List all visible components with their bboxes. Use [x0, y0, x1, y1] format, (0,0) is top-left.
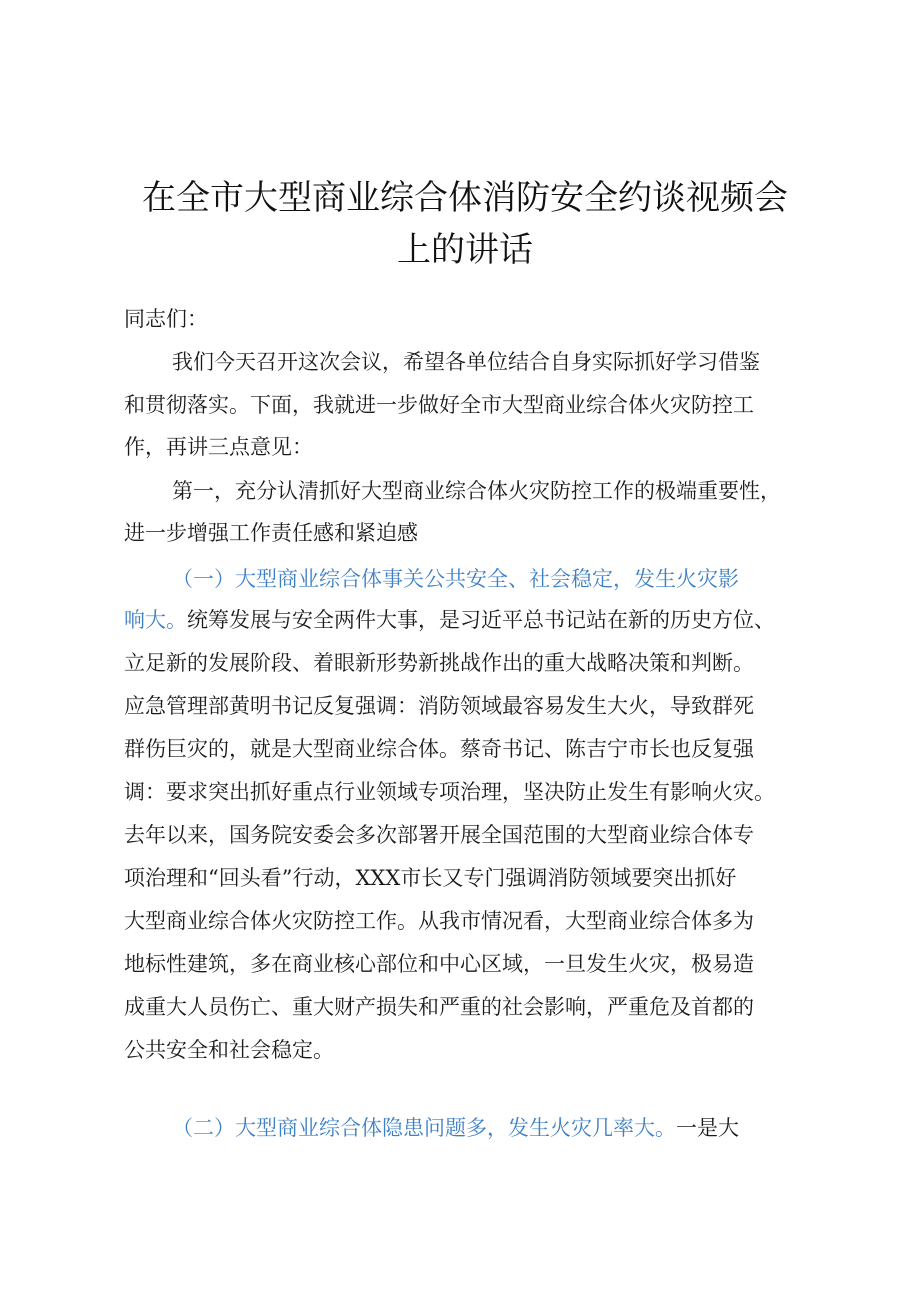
- salutation: 同志们：: [124, 307, 208, 331]
- section-1-line-2: 立足新的发展阶段、着眼新形势新挑战作出的重大战略决策和判断。: [124, 651, 754, 675]
- section-1-line-6: 去年以来，国务院安委会多次部署开展全国范围的大型商业综合体专: [124, 823, 754, 847]
- section-1-heading: （一）大型商业综合体事关公共安全、社会稳定，发生火灾影: [172, 567, 739, 591]
- section-1-line-11: 公共安全和社会稳定。: [124, 1038, 334, 1062]
- document-title-line-1: 在全市大型商业综合体消防安全约谈视频会: [142, 178, 788, 218]
- section-2-heading: （二）大型商业综合体隐患问题多，发生火灾几率大。: [172, 1116, 676, 1140]
- intro-line-1: 我们今天召开这次会议，希望各单位结合自身实际抓好学习借鉴: [172, 350, 760, 374]
- intro-line-2: 和贯彻落实。下面，我就进一步做好全市大型商业综合体火灾防控工: [124, 393, 754, 417]
- section-2-line-1: [172, 1113, 872, 1143]
- first-point-line-2: 进一步增强工作责任感和紧迫感: [124, 521, 418, 545]
- section-1-line-9: 地标性建筑，多在商业核心部位和中心区域，一旦发生火灾，极易造: [124, 952, 754, 976]
- section-1-heading-end: 响大。: [124, 608, 187, 632]
- intro-line-3: 作，再讲三点意见：: [124, 435, 313, 459]
- document-title-line-2: 上的讲话: [397, 230, 533, 270]
- section-1-line-7: 项治理和“回头看”行动，XXX市长又专门强调消防领域要突出抓好: [124, 866, 737, 890]
- section-2-text: 一是大: [676, 1116, 739, 1140]
- section-1-text: 统筹发展与安全两件大事，是习近平总书记站在新的历史方位、: [187, 608, 775, 632]
- section-1-line-8: 大型商业综合体火灾防控工作。从我市情况看，大型商业综合体多为: [124, 909, 754, 933]
- section-1-line-1: [124, 605, 824, 635]
- section-1-line-4: 群伤巨灾的，就是大型商业综合体。蔡奇书记、陈吉宁市长也反复强: [124, 737, 754, 761]
- section-1-line-3: 应急管理部黄明书记反复强调：消防领域最容易发生大火，导致群死: [124, 694, 754, 718]
- section-1-line-5: 调：要求突出抓好重点行业领域专项治理，坚决防止发生有影响火灾。: [124, 780, 775, 804]
- section-1-line-10: 成重大人员伤亡、重大财产损失和严重的社会影响，严重危及首都的: [124, 995, 754, 1019]
- first-point-line-1: 第一，充分认清抓好大型商业综合体火灾防控工作的极端重要性，: [172, 479, 781, 503]
